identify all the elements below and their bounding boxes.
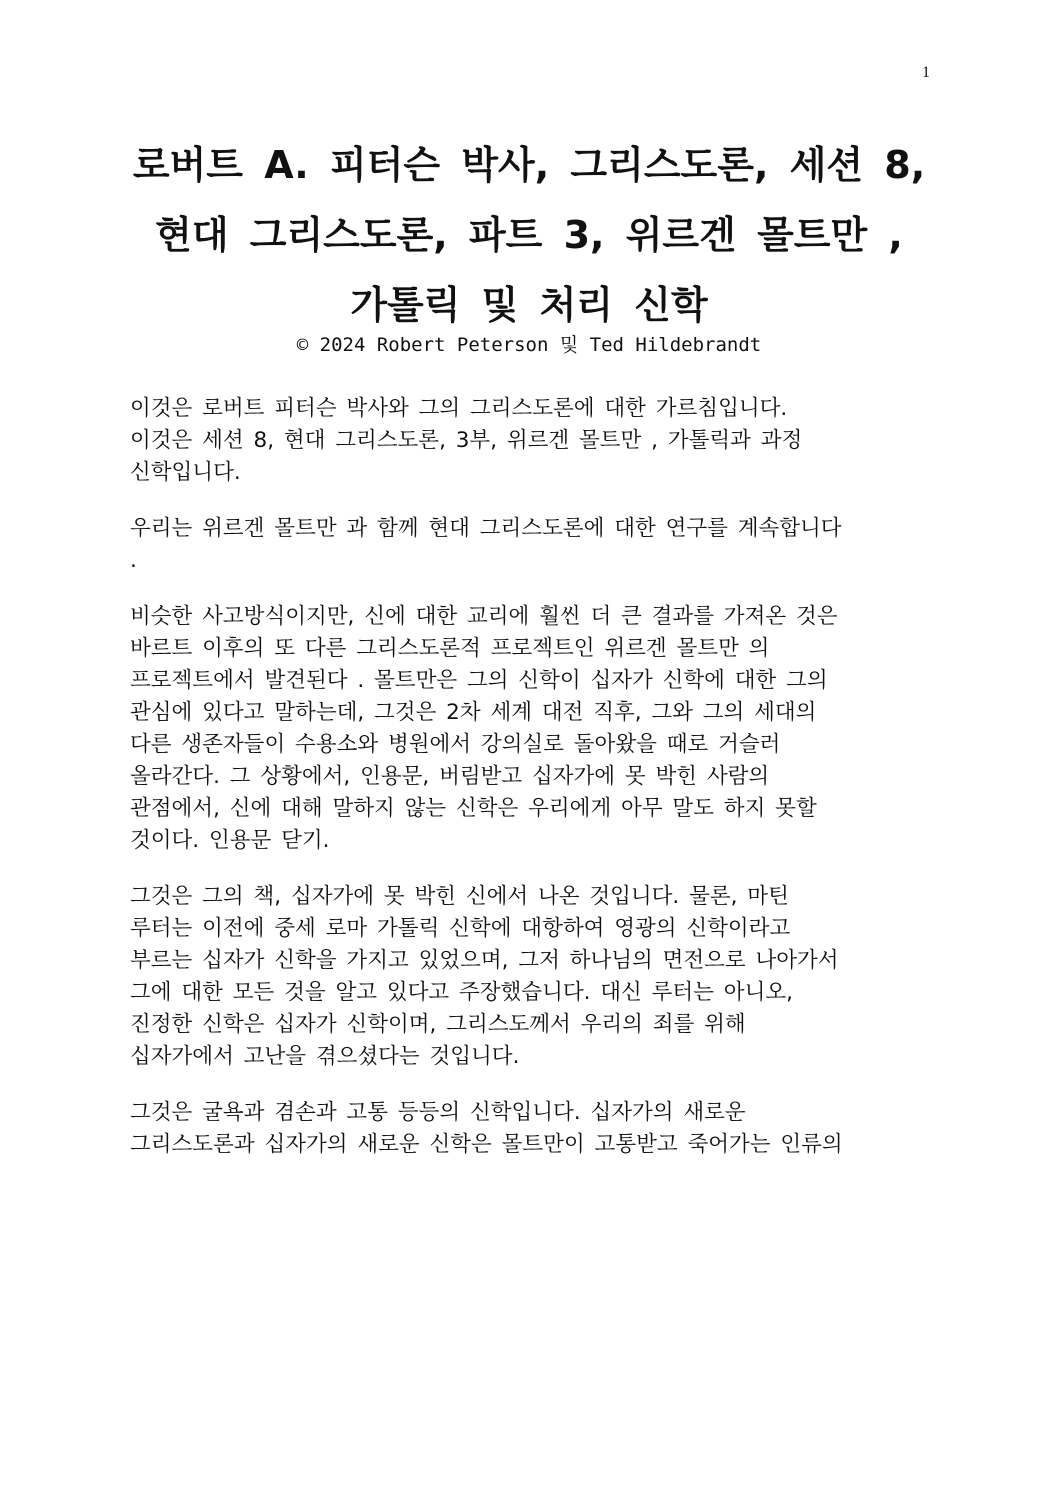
- paragraph-2: [130, 513, 930, 577]
- text-line: 관심에 있다고 말하는데, 그것은 2차 세계 대전 직후, 그와 그의 세대의: [130, 700, 817, 725]
- text-line: 그것은 굴욕과 겸손과 고통 등등의 신학입니다. 십자가의 새로운: [130, 1100, 746, 1125]
- text-line: 것이다. 인용문 닫기.: [130, 828, 330, 853]
- text-line: 신학입니다.: [130, 460, 241, 485]
- paragraph-3: [130, 601, 930, 857]
- text-line: 그에 대한 모든 것을 알고 있다고 주장했습니다. 대신 루터는 아니오,: [130, 980, 793, 1005]
- text-line: 그리스도론과 십자가의 새로운 신학은 몰트만이 고통받고 죽어가는 인류의: [130, 1132, 843, 1157]
- title-line-2: 현대 그리스도론, 파트 3, 위르겐 몰트만 ,: [155, 213, 903, 257]
- text-line: .: [130, 548, 137, 573]
- text-line: 다른 생존자들이 수용소와 병원에서 강의실로 돌아왔을 때로 거슬러: [130, 732, 781, 757]
- text-line: 우리는 위르겐 몰트만 과 함께 현대 그리스도론에 대한 연구를 계속합니다: [130, 516, 842, 541]
- text-line: 프로젝트에서 발견된다 . 몰트만은 그의 신학이 십자가 신학에 대한 그의: [130, 668, 828, 693]
- text-line: 그것은 그의 책, 십자가에 못 박힌 신에서 나온 것입니다. 물론, 마틴: [130, 884, 789, 909]
- page-number: 1: [922, 64, 930, 81]
- paragraph-4: [130, 881, 930, 1073]
- text-line: 바르트 이후의 또 다른 그리스도론적 프로젝트인 위르겐 몰트만 의: [130, 636, 770, 661]
- text-line: 루터는 이전에 중세 로마 가톨릭 신학에 대항하여 영광의 신학이라고: [130, 916, 791, 941]
- paragraph-1: [130, 393, 930, 489]
- text-line: 진정한 신학은 십자가 신학이며, 그리스도께서 우리의 죄를 위해: [130, 1012, 746, 1037]
- copyright-line: © 2024 Robert Peterson 및 Ted Hildebrandt: [296, 334, 762, 356]
- title-line-1: 로버트 A. 피터슨 박사, 그리스도론, 세션 8,: [132, 143, 926, 187]
- text-line: 올라간다. 그 상황에서, 인용문, 버림받고 십자가에 못 박힌 사람의: [130, 764, 770, 789]
- paragraph-5: [130, 1097, 930, 1161]
- text-line: 십자가에서 고난을 겪으셨다는 것입니다.: [130, 1044, 520, 1069]
- text-line: 이것은 세션 8, 현대 그리스도론, 3부, 위르겐 몰트만 , 가톨릭과 과정: [130, 428, 803, 453]
- text-line: 이것은 로버트 피터슨 박사와 그의 그리스도론에 대한 가르침입니다.: [130, 396, 788, 421]
- title-line-3: 가톨릭 및 처리 신학: [350, 283, 708, 327]
- text-line: 부르는 십자가 신학을 가지고 있었으며, 그저 하나님의 면전으로 나아가서: [130, 948, 839, 973]
- text-line: 비슷한 사고방식이지만, 신에 대한 교리에 훨씬 더 큰 결과를 가져온 것은: [130, 604, 838, 629]
- document-title: [100, 130, 958, 340]
- text-line: 관점에서, 신에 대해 말하지 않는 신학은 우리에게 아무 말도 하지 못할: [130, 796, 817, 821]
- document-body: [130, 393, 930, 1185]
